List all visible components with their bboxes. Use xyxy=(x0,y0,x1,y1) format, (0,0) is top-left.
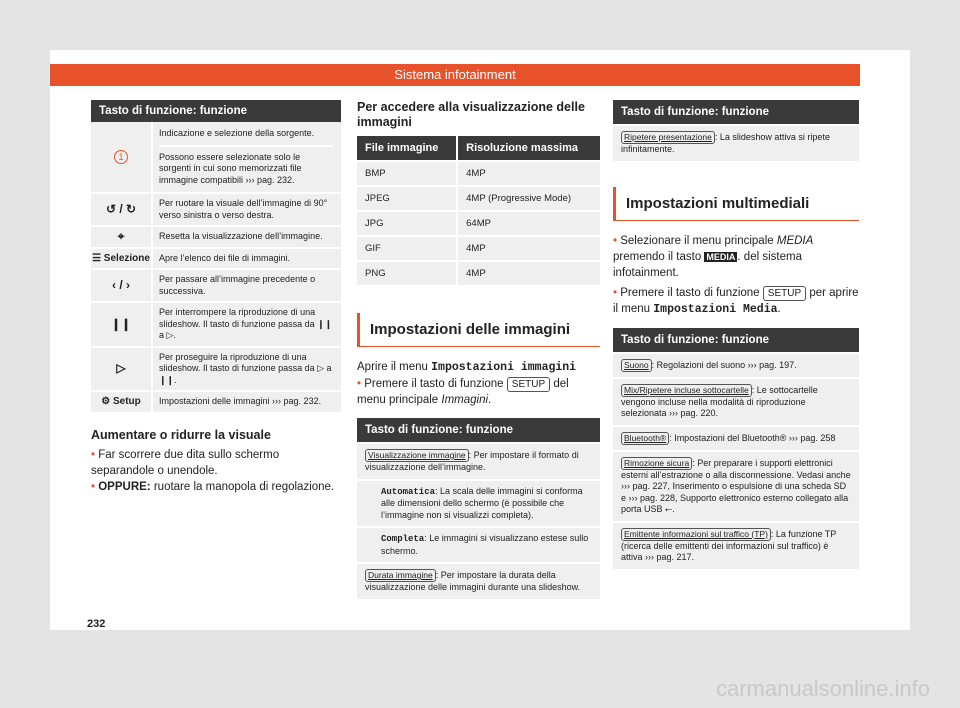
table-title: Tasto di funzione: funzione xyxy=(91,100,341,122)
watermark: carmanualsonline.info xyxy=(715,676,930,701)
mix-repeat-button[interactable]: Mix/Ripetere incluse sottocartelle xyxy=(621,384,752,397)
list-item: Mix/Ripetere incluse sottocartelle : Le sottocartelle vengono incluse nella modalità di riproduzione selezionata ››› pag. 220. xyxy=(613,377,859,425)
list-item: Automatica: La scala delle immagini si conforma alle dimensioni dello schermo (è possibile che l’immagine non si visualizzi completa). xyxy=(357,479,600,527)
table-row xyxy=(91,270,341,303)
zoom-bullet-2: • OPPURE: ruotare la manopola di regolazione. xyxy=(91,480,335,493)
zoom-heading: Aumentare o ridurre la visuale xyxy=(91,427,271,442)
table-row xyxy=(91,348,341,393)
slideshow-box xyxy=(613,100,859,161)
zoom-bullet-1: • Far scorrere due dita sullo schermo separandole o unendole. xyxy=(91,448,280,477)
formats-table xyxy=(357,136,600,285)
list-item: Suono : Regolazioni del suono ››› pag. 197. xyxy=(613,352,859,377)
reset-view-icon: ⌖ xyxy=(117,229,125,243)
press-setup-bullet: • Premere il tasto di funzione SETUP del menu principale Immagini. xyxy=(357,378,569,406)
list-item: Emittente informazioni sul traffico (TP) : La funzione TP (ricerca delle emittenti dei informazioni sul traffico) è attiva ››› pag. 217. xyxy=(613,521,859,569)
display-mode-button[interactable]: Visualizzazione immagine xyxy=(365,449,469,462)
media-key-icon: MEDIA xyxy=(706,251,736,262)
function-table-left xyxy=(91,100,341,495)
table-row: PNG 4MP xyxy=(357,261,600,285)
setup-button[interactable]: SETUP xyxy=(507,377,550,392)
table-row xyxy=(91,303,341,348)
list-item: Durata immagine : Per impostare la durata della visualizzazione delle immagini durante una slideshow. xyxy=(357,562,600,599)
list-selection-key: ☰ Selezione xyxy=(92,252,150,264)
row-text: Per proseguire la riproduzione di una slideshow. Il tasto di funzione passa da ▷ a ❙❙. xyxy=(151,348,341,391)
list-item: Ripetere presentazione : La slideshow attiva si ripete infinitamente. xyxy=(613,124,859,161)
row-text: Per ruotare la visuale dell’immagine di 90° verso sinistra o verso destra. xyxy=(151,194,341,225)
media-bullet-1: • Selezionare il menu principale MEDIA premendo il tasto MEDIA . del sistema infotainment. xyxy=(613,234,814,279)
row-text: Per passare all’immagine precedente o successiva. xyxy=(151,270,341,301)
table-row: JPG 64MP xyxy=(357,211,600,236)
setup-key: ⚙ Setup xyxy=(101,396,141,407)
row-text: Indicazione e selezione della sorgente. xyxy=(159,128,315,138)
list-item: Visualizzazione immagine : Per impostare il formato di visualizzazione dell’immagine. xyxy=(357,442,600,479)
setup-button[interactable]: SETUP xyxy=(763,286,806,301)
media-settings-box xyxy=(613,328,859,569)
sound-button[interactable]: Suono xyxy=(621,359,652,372)
table-row: BMP 4MP xyxy=(357,161,600,186)
media-bullet-2: • Premere il tasto di funzione SETUP per aprire il menu Impostazioni Media. xyxy=(613,286,859,316)
table-row: JPEG 4MP (Progressive Mode) xyxy=(357,186,600,211)
safe-removal-button[interactable]: Rimozione sicura xyxy=(621,457,692,470)
row-text: Impostazioni delle immagini ››› pag. 232. xyxy=(151,392,341,412)
image-formats-column xyxy=(357,100,600,599)
column-header: Risoluzione massima xyxy=(457,136,600,161)
pause-icon: ❙❙ xyxy=(110,316,132,331)
traffic-info-button[interactable]: Emittente informazioni sul traffico (TP) xyxy=(621,528,771,541)
intro-heading: Per accedere alla visualizzazione delle immagini xyxy=(357,100,585,129)
list-item: Bluetooth® : Impostazioni del Bluetooth® ››› pag. 258 xyxy=(613,425,859,450)
page-number: 232 xyxy=(87,618,106,630)
table-row xyxy=(91,392,341,414)
table-row xyxy=(91,249,341,271)
page-header: Sistema infotainment xyxy=(50,64,860,86)
table-row xyxy=(91,194,341,227)
open-menu-line: Aprire il menu Impostazioni immagini xyxy=(357,361,577,374)
list-item: Rimozione sicura : Per preparare i supporti elettronici esterni all’estrazione o alla disconnessione. Vedasi anche ››› pag. 227, Inserimento o espulsione di una scheda SD e ››› pag. 228, Supporto elettronico esterno collegato alla porta USB ⭠. xyxy=(613,450,859,521)
row-text: Possono essere selezionate solo le sorgenti in cui sono memorizzati file immagine compatibili ››› pag. 232. xyxy=(159,145,333,189)
image-duration-button[interactable]: Durata immagine xyxy=(365,569,436,582)
section-title: Impostazioni multimediali xyxy=(613,187,859,221)
table-row: GIF 4MP xyxy=(357,236,600,261)
repeat-slideshow-button[interactable]: Ripetere presentazione xyxy=(621,131,715,144)
callout-number: 1 xyxy=(114,150,128,164)
row-text: Per interrompere la riproduzione di una slideshow. Il tasto di funzione passa da ❙❙ a ▷. xyxy=(151,303,341,346)
list-item: Completa: Le immagini si visualizzano estese sullo schermo. xyxy=(357,526,600,562)
section-title: Impostazioni delle immagini xyxy=(357,313,600,347)
prev-next-icon: ‹ / › xyxy=(112,277,130,292)
row-text: Apre l’elenco dei file di immagini. xyxy=(151,249,341,269)
play-icon: ▷ xyxy=(116,361,126,375)
table-row xyxy=(91,122,341,194)
box-title: Tasto di funzione: funzione xyxy=(613,328,859,352)
media-settings-column xyxy=(613,100,859,569)
row-text: Resetta la visualizzazione dell’immagine. xyxy=(151,227,341,247)
table-row xyxy=(91,227,341,249)
box-title: Tasto di funzione: funzione xyxy=(357,418,600,442)
column-header: File immagine xyxy=(357,136,457,161)
rotate-icon: ↺ / ↻ xyxy=(105,201,137,216)
bluetooth-button[interactable]: Bluetooth® xyxy=(621,432,669,445)
box-title: Tasto di funzione: funzione xyxy=(613,100,859,124)
image-settings-box xyxy=(357,418,600,599)
